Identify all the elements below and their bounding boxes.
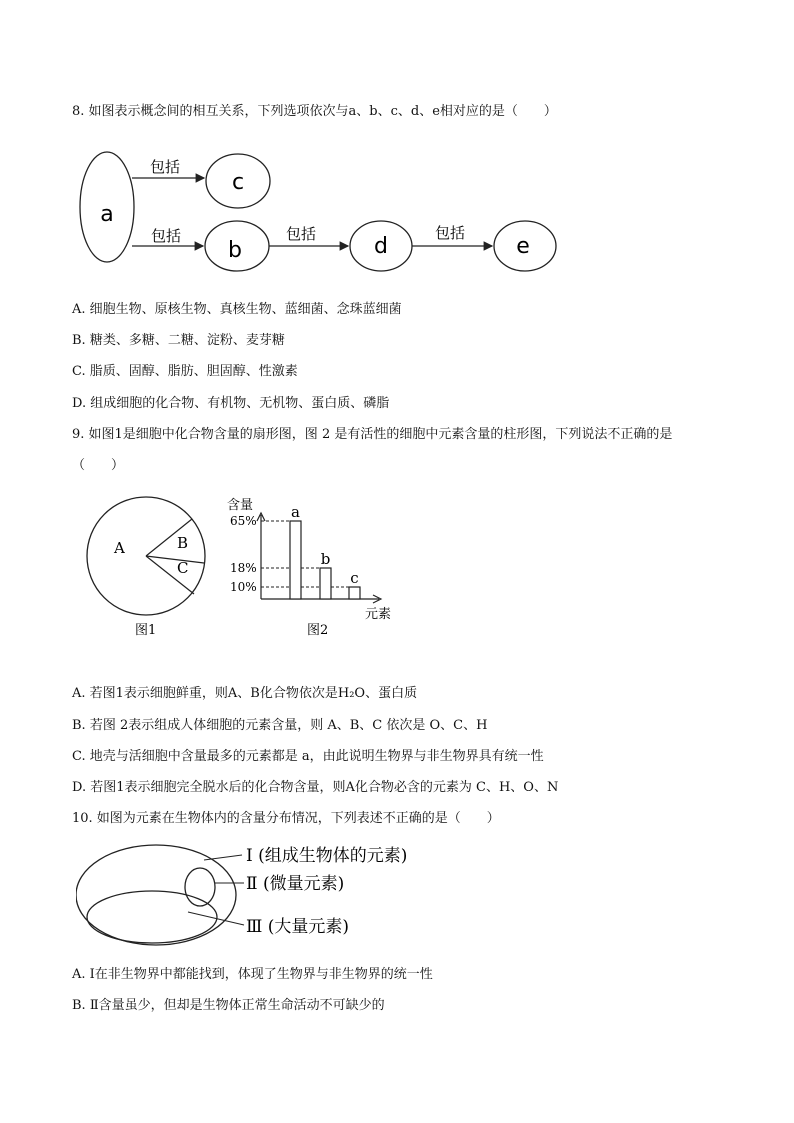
q8-concept-diagram xyxy=(70,145,570,275)
fig2-bar-label-b: b xyxy=(320,550,331,568)
q9-stem-line1: 9. 如图1是细胞中化合物含量的扇形图，图 2 是有活性的细胞中元素含量的柱形图，下列说法不正确的是 xyxy=(72,427,673,442)
q10-element-diagram xyxy=(76,840,436,950)
fig1-caption: 图1 xyxy=(135,623,157,638)
q9-option-b: B. 若图 2表示组成人体细胞的元素含量，则 A、B、C 依次是 O、C、H xyxy=(72,718,488,733)
ellipse-II xyxy=(185,868,215,906)
edge-label-b-d: 包括 xyxy=(285,225,317,243)
ellipse-III xyxy=(87,891,217,943)
q10-option-a: A. Ⅰ在非生物界中都能找到，体现了生物界与非生物界的统一性 xyxy=(72,967,433,982)
q8-stem: 8. 如图表示概念间的相互关系，下列选项依次与a、b、c、d、e相对应的是（ ） xyxy=(72,104,557,119)
pie-label-b: B xyxy=(177,534,189,552)
edge-label-a-b: 包括 xyxy=(150,227,182,245)
pie-label-c: C xyxy=(177,559,189,577)
fig1-pie-chart xyxy=(87,497,205,638)
pie-label-a: A xyxy=(114,539,125,557)
q8-option-b: B. 糖类、多糖、二糖、淀粉、麦芽糖 xyxy=(72,333,285,348)
q10-option-b: B. Ⅱ含量虽少，但却是生物体正常生命活动不可缺少的 xyxy=(72,998,385,1013)
fig2-tick-label: 18% xyxy=(230,561,257,575)
q9-option-d: D. 若图1表示细胞完全脱水后的化合物含量，则A化合物必含的元素为 C、H、O、N xyxy=(72,780,559,795)
edge-label-d-e: 包括 xyxy=(434,224,466,242)
fig2-bar-label-a: a xyxy=(291,503,300,521)
fig2-ylabel: 含量 xyxy=(227,498,254,513)
q9-option-c: C. 地壳与活细胞中含量最多的元素都是 a，由此说明生物界与非生物界具有统一性 xyxy=(72,749,544,764)
q9-stem-line2: （ ） xyxy=(72,458,125,473)
q8-option-c: C. 脂质、固醇、脂肪、胆固醇、性激素 xyxy=(72,364,298,379)
node-e-label: e xyxy=(516,234,530,259)
q10-stem: 10. 如图为元素在生物体内的含量分布情况，下列表述不正确的是（ ） xyxy=(72,811,500,826)
fig2-bar-a xyxy=(290,521,301,599)
fig2-tick-label: 65% xyxy=(230,514,257,528)
label-II: Ⅱ (微量元素) xyxy=(246,874,345,894)
q8-option-a: A. 细胞生物、原核生物、真核生物、蓝细菌、念珠蓝细菌 xyxy=(72,302,402,317)
fig2-bar-c xyxy=(349,587,360,599)
edge-label-a-c: 包括 xyxy=(149,158,181,176)
fig2-tick-label: 10% xyxy=(230,580,257,594)
fig2-bar-label-c: c xyxy=(350,569,359,587)
label-III: Ⅲ (大量元素) xyxy=(246,917,350,937)
q9-option-a: A. 若图1表示细胞鲜重，则A、B化合物依次是H₂O、蛋白质 xyxy=(72,686,418,701)
node-d-label: d xyxy=(374,234,388,259)
fig2-caption: 图2 xyxy=(307,623,329,638)
q9-figures xyxy=(80,490,410,640)
node-c-label: c xyxy=(231,170,245,195)
fig2-xlabel: 元素 xyxy=(365,607,392,622)
node-b-label: b xyxy=(228,238,242,263)
label-I: Ⅰ (组成生物体的元素) xyxy=(246,846,408,866)
ellipse-I xyxy=(76,845,236,945)
node-a-label: a xyxy=(100,202,114,227)
fig2-bar-chart xyxy=(227,498,391,638)
fig2-bar-b xyxy=(320,568,331,599)
q8-option-d: D. 组成细胞的化合物、有机物、无机物、蛋白质、磷脂 xyxy=(72,396,390,411)
pie-divider-2 xyxy=(146,556,204,563)
